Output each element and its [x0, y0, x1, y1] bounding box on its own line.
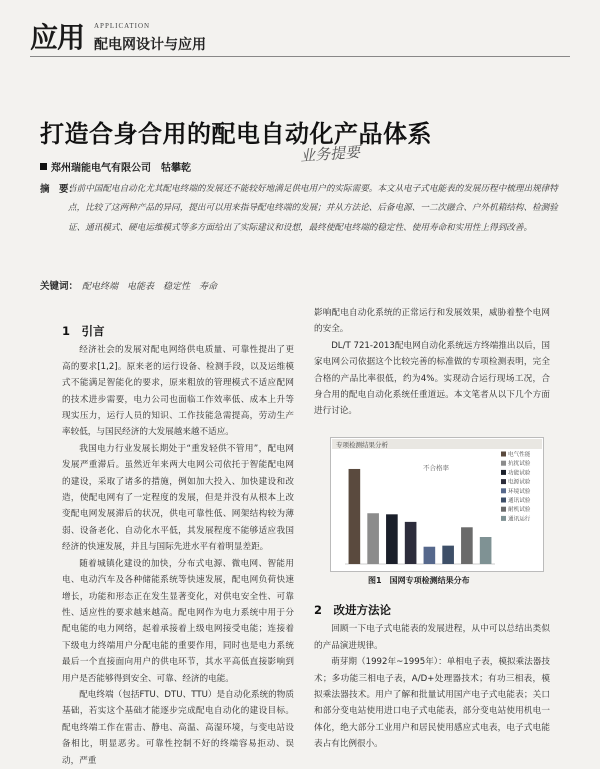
bar: [405, 522, 417, 564]
right-column: [314, 305, 550, 420]
legend-swatch: [501, 452, 506, 457]
section-2: [314, 602, 550, 753]
bar: [349, 469, 361, 564]
legend-label: 电源试验: [508, 479, 531, 486]
column-subtitle: 配电网设计与应用: [94, 37, 206, 53]
legend-swatch: [501, 479, 506, 484]
author-name: 郑州瑞能电气有限公司 牯攀乾: [51, 163, 191, 174]
legend-swatch: [501, 507, 506, 512]
legend-label: 通讯试验: [508, 498, 531, 504]
paragraph: 我国电力行业发展长期处于“重发轻供不管用”，配电网发展严重滞后。虽然近年来两大电网公司依托于智能配电网的建设，采取了诸多的措施，例如加大投入、加快建设和改造，使配电网有了一定程度的发展，但是并没有从根本上改变配电网发展滞后的状况，供电可靠性低、网架结构较为薄弱、设备老化、自动化水平低，其发展程度不能够适应我国经济的快速发展，并且与国际先进水平有着明显差距。: [62, 443, 294, 553]
legend-swatch: [501, 470, 506, 475]
header-divider: [30, 56, 570, 57]
legend-label: 电气性能: [508, 452, 531, 458]
figure-caption: 图1 国网专项检测结果分布: [368, 576, 470, 585]
bar: [480, 537, 492, 564]
column-logo: 应用: [30, 21, 85, 54]
column-logo-en: APPLICATION: [94, 22, 151, 30]
journal-header: [30, 18, 570, 54]
legend-label: 环境试验: [508, 488, 531, 495]
legend-swatch: [501, 488, 506, 493]
square-bullet-icon: [40, 163, 47, 170]
paragraph: 配电终端（包括FTU、DTU、TTU）是自动化系统的物质基础，若实这个基础才能逐步完成配电自动化的建设目标。配电终端工作在雷击、静电、高温、高湿环境，与变电站设备相比，明显恶劣。可靠性控制不好的终端容易拒动、误动，严重: [62, 689, 294, 766]
legend-label: 通讯运行: [508, 516, 531, 523]
bar: [461, 527, 473, 564]
abstract-label: 摘 要：: [40, 184, 79, 195]
legend-swatch: [501, 516, 506, 521]
figure-chart: [330, 437, 544, 572]
legend-label: 耐机试验: [508, 507, 531, 514]
legend-swatch: [501, 498, 506, 503]
abstract-body: 当前中国配电自动化尤其配电终端的发展还不能较好地满足供电用户的实际需要。本文从电子式电能表的发展历程中梳理出规律特点，比较了这两种产品的异同，提出可以用来指导配电终端的发展；并从方法论、后备电源、一二次融合、户外机箱结构、检测验证、通讯模式、硬电运维模式等多方面给出了实际建议和设想，最终使配电终端的稳定性、使用寿命和实用性上得到改善。: [68, 184, 558, 233]
legend-label: 功能试验: [508, 470, 531, 477]
bar: [386, 514, 398, 564]
left-column: [62, 323, 294, 769]
keywords-list: 配电终端 电能表 稳定性 寿命: [82, 282, 218, 292]
abstract: [40, 180, 568, 233]
section-heading-method: 2 改进方法论: [314, 603, 392, 617]
legend-label: 抗扰试验: [508, 461, 531, 468]
legend-swatch: [501, 461, 506, 466]
keywords-label: 关键词：: [40, 281, 79, 292]
bar: [424, 547, 436, 564]
keywords: [40, 278, 217, 292]
paragraph: 经济社会的发展对配电网络供电质量、可靠性提出了更高的要求[1,2]。原来老的运行设备、检测手段，以及运维模式不能满足智能化的要求，原来粗放的管理模式不适应配网的技术进步需要，电力公司也面临工作效率低、成本上升等现实压力，运行人员的知识、工作技能急需提高，劳动生产率较低，与国民经济的大发展越来越不适应。: [62, 345, 294, 438]
chart-annotation: 不合格率: [423, 464, 449, 472]
paragraph: 随着城镇化建设的加快，分布式电源、微电网、智能用电、电动汽车及各种储能系统等快速发展，配电网负荷快速增长，功能和形态正在发生显著变化，对供电安全性、可靠性、适应性的要求越来越高。配电网作为电力系统中用于分配电能的电力网络，起着承接着上级电网接受电能；连接着下级电力终端用户分配电能的重要作用，同时也是电力系统最后一个直接面向用户的供电环节，其水平高低直接影响到用户是否能够得到安全、可靠、经济的电能。: [62, 558, 294, 684]
bar: [367, 513, 379, 564]
author-line: [40, 159, 191, 174]
bar: [442, 546, 454, 564]
article-title: 打造合身合用的配电自动化产品体系: [40, 119, 432, 148]
paragraph: 萌芽期（1992年~1995年）：单相电子表，模拟乘法器技术；多功能三相电子表，A/D+处理器技术；有功三相表，模拟乘法器技术。用户了解和批量试用国产电子式电能表；关口和部分变电站使用进口电子式电能表，部分变电站使用机电一体化，绝大部分工业用户和居民使用感应式电表，电子式电能表占有比例很小。: [314, 657, 550, 750]
paragraph: 影响配电自动化系统的正常运行和发展效果，威胁着整个电网的安全。: [314, 308, 550, 335]
chart-title: 专项检测结果分析: [336, 441, 388, 449]
bar-chart: [331, 438, 543, 571]
paragraph: 回顾一下电子式电能表的发展进程，从中可以总结出类似的产品演进规律。: [314, 624, 550, 651]
paragraph: DL/T 721-2013配电网自动化系统远方终端推出以后，国家电网公司依据这个比较完善的标准做的专项检测表明，完全合格的产品比率很低，约为4%。实现动合运行现场工况，合身合用的配电自动化系统任重道远。本文笔者从以下几个方面进行讨论。: [314, 340, 550, 417]
handwritten-note: 业务提要: [299, 142, 361, 166]
section-heading-intro: 1 引言: [62, 324, 105, 338]
